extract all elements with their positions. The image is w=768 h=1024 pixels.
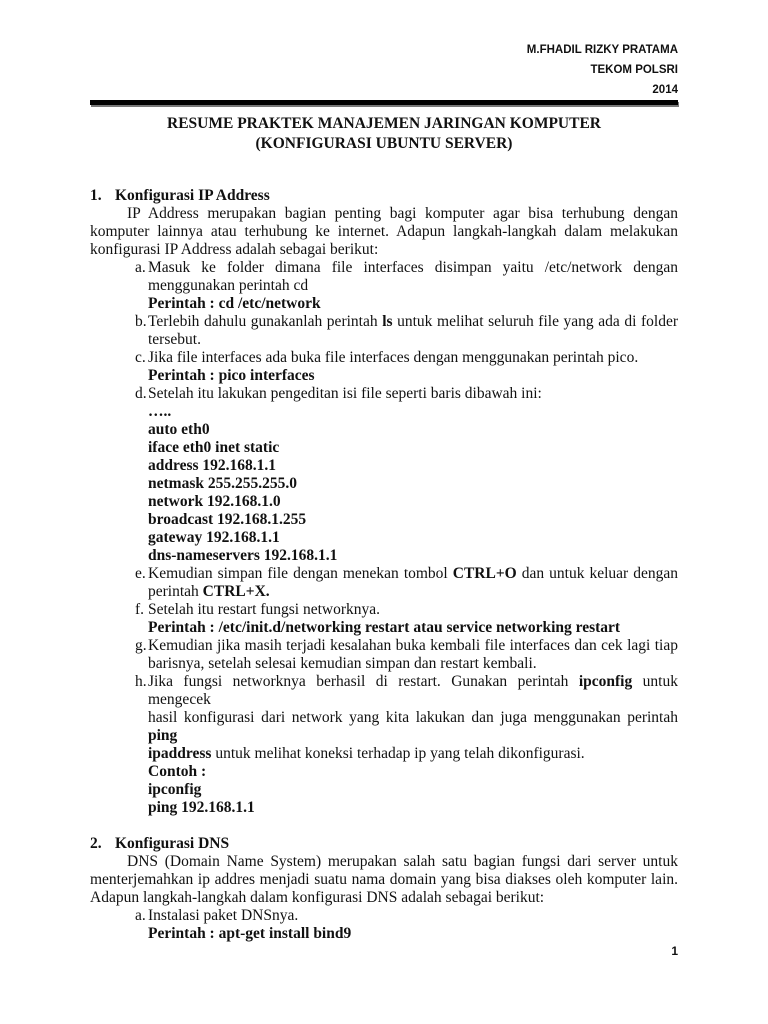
section	[90, 187, 678, 817]
page-number: 1	[671, 944, 678, 958]
text-line	[148, 493, 678, 511]
text-run: menggunakan perintah cd	[148, 277, 309, 294]
text-run: dan untuk keluar dengan	[516, 565, 678, 582]
section	[90, 835, 678, 943]
text-line	[148, 277, 678, 295]
text-run: Kemudian jika masih terjadi kesalahan buka kembali file interfaces dan cek lagi tiap	[148, 637, 678, 654]
text-run: Setelah itu restart fungsi networknya.	[148, 601, 381, 618]
text-run: Terlebih dahulu gunakanlah perintah	[148, 313, 383, 330]
text-line	[90, 241, 678, 259]
bold-text: CTRL+O	[452, 565, 517, 582]
text-run: Masuk ke folder dimana file interfaces disimpan yaitu /etc/network dengan	[148, 259, 678, 276]
text-line	[148, 475, 678, 493]
list-item	[90, 673, 678, 817]
blank-line	[90, 817, 678, 835]
document-title	[90, 114, 678, 154]
text-line	[148, 583, 678, 601]
text-run: Instalasi paket DNSnya.	[148, 907, 299, 924]
year: 2014	[652, 84, 678, 96]
bold-text: address 192.168.1.1	[148, 457, 277, 474]
text-line	[148, 367, 678, 385]
list-marker: a.	[135, 259, 146, 276]
text-line	[90, 223, 678, 241]
list-marker: d.	[135, 385, 147, 402]
text-line	[148, 709, 678, 745]
bold-text: broadcast 192.168.1.255	[148, 511, 307, 528]
list-marker: f.	[135, 601, 145, 618]
section-title: Konfigurasi IP Address	[115, 187, 270, 204]
bold-text: iface eth0 inet static	[148, 439, 280, 456]
section-intro	[90, 853, 678, 907]
text-run: tersebut.	[148, 331, 201, 348]
bold-text: dns-nameservers 192.168.1.1	[148, 547, 338, 564]
text-line	[148, 349, 678, 367]
text-run: komputer lainnya atau terhubung ke internet. Adapun langkah-langkah dalam melakukan	[90, 223, 678, 240]
list-item	[90, 907, 678, 943]
list-marker: a.	[135, 907, 146, 924]
bold-text: CTRL+X.	[202, 583, 270, 600]
text-line	[90, 871, 678, 889]
text-run: konfigurasi IP Address adalah sebagai berikut:	[90, 241, 379, 258]
bold-text: Perintah : apt-get install bind9	[148, 925, 352, 942]
text-line	[148, 403, 678, 421]
text-run: hasil konfigurasi dari network yang kita lakukan dan juga menggunakan perintah	[148, 709, 678, 726]
text-line	[90, 853, 678, 871]
bold-text: ls	[382, 313, 393, 330]
bold-text: Contoh :	[148, 763, 207, 780]
text-line	[148, 529, 678, 547]
list-item	[90, 385, 678, 565]
header-rule	[90, 100, 678, 105]
bold-text: auto eth0	[148, 421, 210, 438]
list-item	[90, 565, 678, 601]
text-line	[148, 619, 678, 637]
bold-text: ping	[148, 727, 178, 744]
section-title: Konfigurasi DNS	[115, 835, 230, 852]
bold-text: Perintah : pico interfaces	[148, 367, 315, 384]
institution: TEKOM POLSRI	[590, 64, 678, 76]
text-run: IP Address merupakan bagian penting bagi komputer agar bisa terhubung dengan	[127, 205, 678, 222]
text-line	[148, 439, 678, 457]
text-run: Jika file interfaces ada buka file interfaces dengan menggunakan perintah pico.	[148, 349, 639, 366]
document-body	[90, 187, 678, 943]
text-run: Jika fungsi networknya berhasil di restart. Gunakan perintah	[148, 673, 579, 690]
text-line	[148, 799, 678, 817]
section-number: 2.	[90, 835, 102, 852]
author-name: M.FHADIL RIZKY PRATAMA	[526, 44, 678, 56]
text-line	[148, 457, 678, 475]
bold-text: ipconfig	[578, 673, 633, 690]
list-item	[90, 637, 678, 673]
text-run: untuk melihat koneksi terhadap ip yang telah dikonfigurasi.	[211, 745, 585, 762]
text-line	[148, 601, 678, 619]
text-run: menterjemahkan ip addres menjadi suatu nama domain yang bisa diakses oleh komputer lain.	[90, 871, 678, 888]
text-line	[148, 259, 678, 277]
text-line	[148, 745, 678, 763]
list-marker: e.	[135, 565, 146, 582]
text-line	[148, 511, 678, 529]
text-run: untuk melihat seluruh file yang ada di folder	[392, 313, 678, 330]
text-run: Kemudian simpan file dengan menekan tombol	[148, 565, 453, 582]
section-heading	[90, 187, 678, 205]
bold-text: ipconfig	[148, 781, 202, 798]
text-run: untuk mengecek	[148, 673, 678, 708]
title-line-1: RESUME PRAKTEK MANAJEMEN JARINGAN KOMPUTER	[167, 115, 601, 132]
bold-text: …..	[148, 403, 172, 420]
bold-text: Perintah : /etc/init.d/networking restart atau service networking restart	[148, 619, 621, 636]
bold-text: netmask 255.255.255.0	[148, 475, 297, 492]
list-marker: c.	[135, 349, 146, 366]
text-run: Adapun langkah-langkah dalam konfigurasi DNS adalah sebagai berikut:	[90, 889, 545, 906]
text-run: DNS (Domain Name System) merupakan salah satu bagian fungsi dari server untuk	[127, 853, 678, 870]
text-line	[148, 547, 678, 565]
text-line	[148, 331, 678, 349]
text-line	[148, 295, 678, 313]
text-line	[148, 781, 678, 799]
list-item	[90, 349, 678, 385]
text-run: Setelah itu lakukan pengeditan isi file seperti baris dibawah ini:	[148, 385, 542, 402]
section-intro	[90, 205, 678, 259]
text-line	[90, 889, 678, 907]
text-line	[148, 907, 678, 925]
text-line	[90, 205, 678, 223]
list-item	[90, 259, 678, 313]
bold-text: ipaddress	[148, 745, 212, 762]
text-line	[148, 313, 678, 331]
section-heading	[90, 835, 678, 853]
title-line-2: (KONFIGURASI UBUNTU SERVER)	[255, 135, 513, 152]
bold-text: ping 192.168.1.1	[148, 799, 255, 816]
text-run: perintah	[148, 583, 203, 600]
list-marker: h.	[135, 673, 147, 690]
list-marker: g.	[135, 637, 147, 654]
list-item	[90, 313, 678, 349]
page-header	[527, 40, 678, 100]
section-number: 1.	[90, 187, 102, 204]
text-line	[148, 637, 678, 655]
list-marker: b.	[135, 313, 147, 330]
text-line	[148, 763, 678, 781]
text-line	[148, 655, 678, 673]
bold-text: gateway 192.168.1.1	[148, 529, 280, 546]
bold-text: Perintah : cd /etc/network	[148, 295, 321, 312]
text-line	[148, 673, 678, 709]
text-line	[148, 421, 678, 439]
bold-text: network 192.168.1.0	[148, 493, 281, 510]
text-line	[148, 925, 678, 943]
text-run: barisnya, setelah selesai kemudian simpan dan restart kembali.	[148, 655, 537, 672]
text-line	[148, 385, 678, 403]
list-item	[90, 601, 678, 637]
text-line	[148, 565, 678, 583]
